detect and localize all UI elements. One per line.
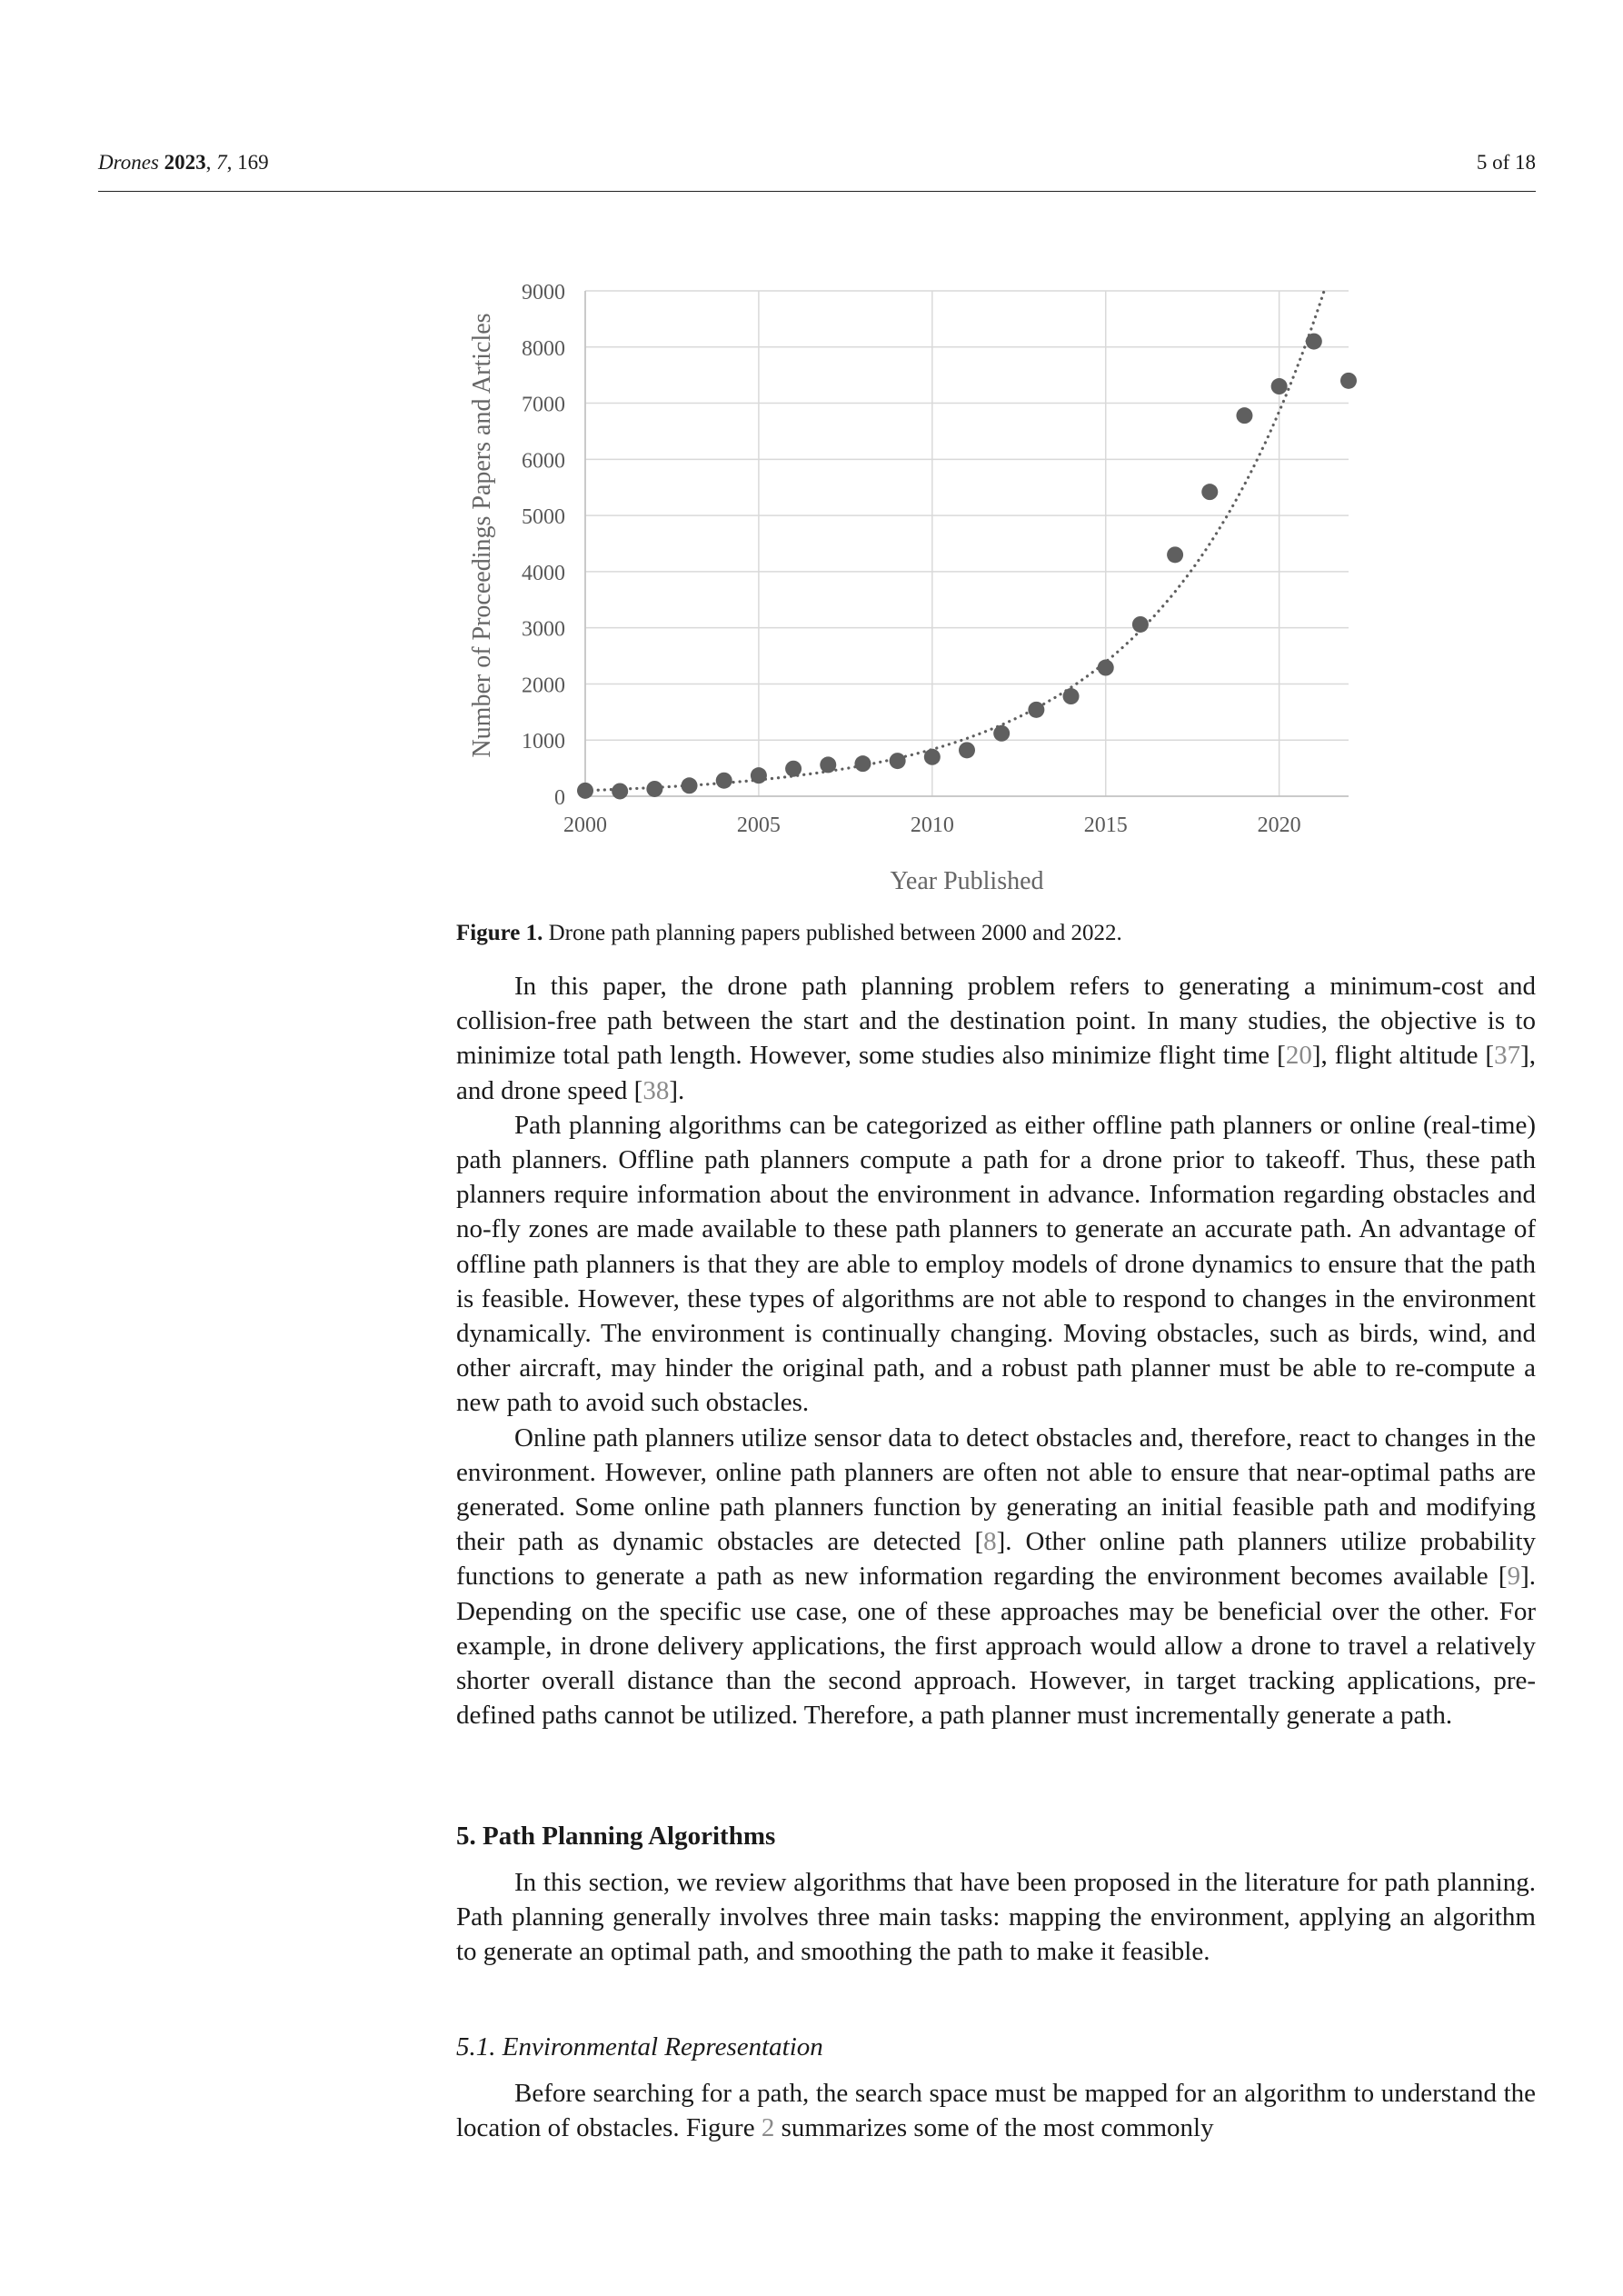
data-point	[751, 767, 767, 784]
journal-name: Drones	[98, 151, 159, 174]
y-tick-label: 0	[554, 786, 565, 810]
data-point	[682, 777, 698, 794]
citation-ref[interactable]: 37	[1494, 1041, 1521, 1071]
data-point	[1271, 378, 1288, 394]
article-number: 169	[237, 151, 269, 174]
section-heading-5: 5. Path Planning Algorithms	[456, 1822, 776, 1851]
chart-axes	[585, 291, 1349, 796]
y-tick-label: 3000	[522, 617, 565, 642]
data-point	[1236, 407, 1252, 424]
y-tick-label: 2000	[522, 674, 565, 698]
trendline	[585, 291, 1324, 791]
y-tick-label: 1000	[522, 730, 565, 754]
data-point	[612, 783, 628, 799]
data-point	[785, 761, 802, 777]
text-run: summarizes some of the most commonly	[774, 2113, 1214, 2143]
citation-ref[interactable]: 38	[642, 1075, 670, 1105]
text-run: ]. Other online path planners utilize probability functions to generate a path as new information regarding the environment becomes available [	[456, 1527, 1537, 1592]
data-point	[854, 755, 871, 772]
y-tick-label: 7000	[522, 393, 565, 417]
chart-grid	[585, 291, 1349, 796]
page-header	[98, 151, 1536, 175]
data-point	[1201, 484, 1218, 500]
figure-label: Figure 1.	[456, 921, 543, 945]
data-point	[577, 783, 593, 799]
data-point	[820, 756, 836, 773]
page-number: 5 of 18	[1476, 151, 1536, 174]
figure-caption	[456, 921, 1122, 946]
data-point	[1167, 546, 1183, 563]
paragraph-2	[456, 1108, 1536, 1421]
text-run: Path planning algorithms can be categorized as either offline path planners or online (real-time) path planners. Offline path planners compute a path for a drone prior to takeoff. Thus, these path planners require information about the environment in advance. Information regarding obstacles and no-fly zones are made available to these path planners to generate an accurate path. An advantage of offline path planners is that they are able to employ models of drone dynamics to ensure that the path is feasible. However, these types of algorithms are not able to respond to changes in the environment dynamically. The environment is continually changing. Moving obstacles, such as birds, wind, and other aircraft, may hinder the original path, and a robust path planner must be able to re-compute a new path to avoid such obstacles.	[456, 1110, 1536, 1418]
citation-ref[interactable]: 20	[1285, 1041, 1312, 1071]
paragraph-5	[456, 2076, 1536, 2145]
y-tick-label: 4000	[522, 561, 565, 585]
y-tick-label: 6000	[522, 449, 565, 474]
paragraph-1	[456, 969, 1536, 1108]
body-block-3	[456, 2076, 1536, 2145]
x-tick-label: 2020	[1257, 814, 1301, 837]
scatter-chart	[454, 269, 1363, 905]
data-point	[1132, 616, 1149, 633]
y-tick-label: 8000	[522, 336, 565, 361]
x-tick-label: 2005	[736, 814, 781, 837]
citation-ref[interactable]: 9	[1507, 1562, 1521, 1592]
journal-citation: Drones 2023, 7, 169	[98, 151, 269, 174]
text-run: In this paper, the drone path planning problem refers to generating a minimum-cost and collision-free path between the start and the destination point. In many studies, the objective is to minimize total path length. However, some studies also minimize flight time [	[456, 972, 1536, 1071]
data-point	[1340, 373, 1357, 389]
x-axis-label: Year Published	[890, 867, 1044, 895]
y-axis-label: Number of Proceedings Papers and Articles	[468, 313, 496, 758]
text-run: Online path planners utilize sensor data to detect obstacles and, therefore, react to changes in the environment. However, online path planners are often not able to ensure that near-optimal paths are generated. Some online path planners function by generating an initial feasible path and modifying their path as dynamic obstacles are detected [	[456, 1423, 1536, 1557]
data-point	[924, 749, 941, 765]
x-tick-label: 2015	[1083, 814, 1128, 837]
data-point	[959, 742, 975, 758]
text-run: ].	[669, 1075, 685, 1105]
citation-ref[interactable]: 8	[983, 1527, 997, 1557]
body-block-2	[456, 1865, 1536, 1970]
data-point	[993, 725, 1010, 742]
journal-year: 2023	[164, 151, 206, 174]
data-point	[716, 773, 732, 789]
text-run: Before searching for a path, the search space must be mapped for an algorithm to understand the location of obstacles. Figure	[456, 2079, 1536, 2143]
figure-caption-text: Drone path planning papers published between 2000 and 2022.	[548, 921, 1122, 945]
data-point	[1028, 702, 1044, 718]
text-run: ]. Depending on the specific use case, one of these approaches may be beneficial over the other. For example, in drone delivery applications, the first approach would allow a drone to travel a relatively shorter overall distance than the second approach. However, in target tracking applications, pre-defined paths cannot be utilized. Therefore, a path planner must incrementally generate a path.	[456, 1562, 1536, 1731]
body-block-1	[456, 969, 1536, 1732]
data-point	[890, 753, 906, 769]
header-rule	[98, 191, 1536, 192]
subsection-heading-5-1: 5.1. Environmental Representation	[456, 2032, 823, 2061]
data-point	[1063, 688, 1080, 704]
x-tick-label: 2010	[910, 814, 954, 837]
paragraph-4	[456, 1865, 1536, 1970]
paragraph-3	[456, 1421, 1536, 1733]
journal-volume: 7	[216, 151, 227, 174]
y-tick-label: 9000	[522, 281, 565, 304]
text-run: ], and drone speed [	[456, 1041, 1537, 1105]
x-tick-label: 2000	[563, 814, 607, 837]
y-tick-label: 5000	[522, 505, 565, 530]
text-run: ], flight altitude [	[1311, 1041, 1495, 1071]
data-point	[1306, 334, 1322, 350]
data-point	[646, 781, 662, 797]
citation-ref[interactable]: 2	[761, 2113, 775, 2143]
text-run: In this section, we review algorithms that have been proposed in the literature for path planning. Path planning generally involves three main tasks: mapping the environment, applying an algorithm to generate an optimal path, and smoothing the path to make it feasible.	[456, 1868, 1536, 1967]
data-point	[1098, 660, 1114, 676]
